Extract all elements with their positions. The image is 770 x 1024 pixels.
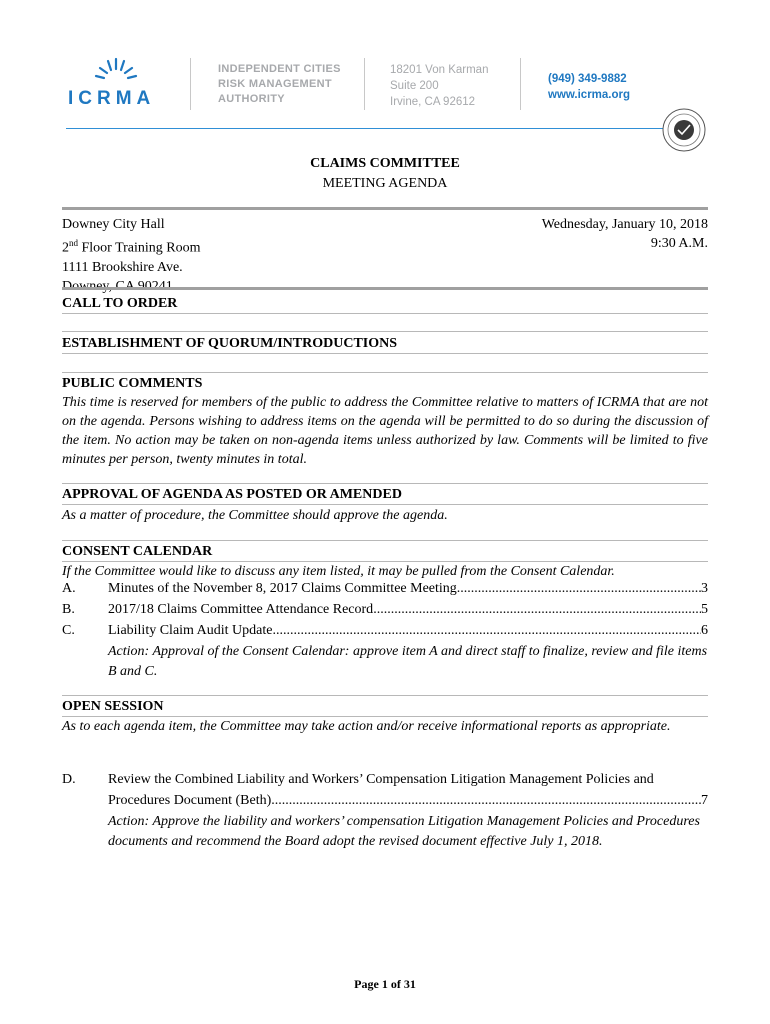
section-rule: [62, 313, 708, 314]
leader-dots: [271, 791, 701, 811]
address-line: 18201 Von Karman: [390, 64, 489, 76]
item-page: 6: [701, 623, 708, 638]
agenda-item-a[interactable]: [62, 579, 708, 599]
section-rule: [62, 353, 708, 354]
quorum-heading: ESTABLISHMENT OF QUORUM/INTRODUCTIONS: [62, 336, 398, 351]
public-comments-heading: PUBLIC COMMENTS: [62, 376, 203, 391]
location-street: 1111 Brookshire Ave.: [62, 259, 183, 275]
agenda-item-d-cont[interactable]: [62, 791, 708, 811]
leader-dots: [373, 600, 701, 620]
item-letter: B.: [62, 602, 75, 617]
item-title-line2: Procedures Document (Beth): [108, 793, 272, 808]
floor-number: 2: [62, 240, 69, 256]
item-title-line1: Review the Combined Liability and Workers’ Compensation Litigation Management Policies and: [108, 772, 654, 787]
header-divider: [190, 58, 191, 110]
organization-name: [218, 62, 341, 107]
section-rule: [62, 483, 708, 484]
item-page: 7: [701, 793, 708, 808]
address-line: Suite 200: [390, 80, 439, 92]
consent-heading: CONSENT CALENDAR: [62, 544, 213, 559]
section-rule: [62, 331, 708, 332]
datetime-block: [542, 215, 708, 253]
leader-dots: [272, 621, 701, 641]
contact-block: [548, 71, 630, 103]
approval-text: As a matter of procedure, the Committee should approve the agenda.: [62, 508, 448, 523]
icrma-logo: [68, 54, 168, 114]
org-line: RISK MANAGEMENT: [218, 78, 332, 90]
agenda-item-d[interactable]: [62, 770, 708, 790]
address-block: [390, 62, 488, 110]
section-rule: [62, 207, 708, 210]
location-block: [62, 215, 201, 296]
page-number: Page 1 of 31: [354, 977, 416, 991]
public-comments-text: This time is reserved for members of the public to address the Committee relative to matters of ICRMA that are not on the agenda. Persons wishing to address items on the agenda will be permitted to do so during the discussion of the item. No action may be taken on non-agenda items unless authorized by law. Comments will be limited to five minutes per person, twenty minutes in total.: [62, 395, 708, 467]
meeting-date: Wednesday, January 10, 2018: [541, 217, 708, 232]
meeting-time: 9:30 A.M.: [650, 236, 708, 251]
item-page: 3: [701, 581, 708, 596]
header-rule: [66, 128, 666, 129]
room-name: Floor Training Room: [78, 240, 201, 256]
section-rule: [62, 504, 708, 505]
item-title: Minutes of the November 8, 2017 Claims Committee Meeting: [108, 581, 457, 596]
agenda-subtitle: MEETING AGENDA: [322, 176, 448, 191]
agenda-item-c[interactable]: [62, 621, 708, 641]
open-session-text: As to each agenda item, the Committee may take action and/or receive informational reports as appropriate.: [62, 719, 671, 734]
approval-heading: APPROVAL OF AGENDA AS POSTED OR AMENDED: [62, 487, 402, 502]
item-title: 2017/18 Claims Committee Attendance Record: [108, 602, 374, 617]
location-building: Downey City Hall: [62, 217, 165, 232]
section-rule: [62, 287, 708, 290]
address-line: Irvine, CA 92612: [390, 96, 476, 108]
call-to-order-heading: CALL TO ORDER: [62, 296, 178, 311]
org-line: AUTHORITY: [218, 93, 285, 105]
item-letter: D.: [62, 772, 76, 787]
consent-text: If the Committee would like to discuss any item listed, it may be pulled from the Consent Calendar.: [62, 564, 615, 579]
website-link[interactable]: www.icrma.org: [548, 89, 631, 101]
sunburst-icon: [68, 54, 168, 88]
item-page: 5: [701, 602, 708, 617]
item-letter: C.: [62, 623, 75, 638]
header-divider: [520, 58, 521, 110]
open-session-heading: OPEN SESSION: [62, 699, 164, 714]
section-rule: [62, 372, 708, 373]
open-session-action: Action: Approve the liability and workers’ compensation Litigation Management Policies and Procedures documents and recommend the Board adopt the revised document effective July 1, 2018.: [108, 814, 700, 849]
section-rule: [62, 540, 708, 541]
consent-action: Action: Approval of the Consent Calendar: approve item A and direct staff to finalize, review and file items B and C.: [108, 644, 708, 679]
accreditation-seal-icon: [662, 108, 706, 152]
location-room: [62, 234, 201, 258]
item-letter: A.: [62, 581, 76, 596]
phone-number: (949) 349-9882: [548, 73, 627, 85]
floor-suffix: nd: [69, 238, 78, 248]
org-line: INDEPENDENT CITIES: [218, 63, 341, 75]
logo-wordmark: ICRMA: [68, 88, 156, 109]
item-title: Liability Claim Audit Update: [108, 623, 273, 638]
leader-dots: [457, 579, 701, 599]
section-rule: [62, 695, 708, 696]
committee-title: CLAIMS COMMITTEE: [310, 156, 460, 171]
agenda-item-b[interactable]: [62, 600, 708, 620]
header-divider: [364, 58, 365, 110]
